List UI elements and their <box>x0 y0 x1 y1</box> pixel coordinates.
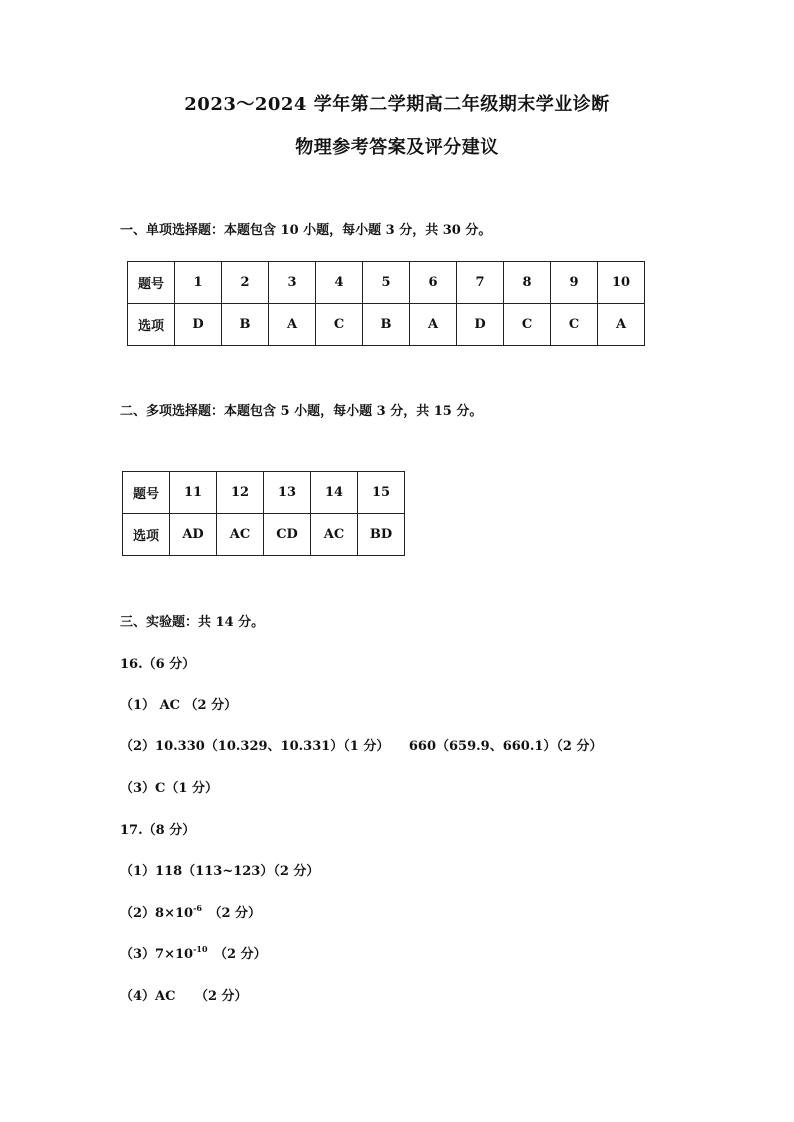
question-number: 13 <box>264 472 311 514</box>
question-number: 4 <box>316 262 363 304</box>
q17-title: 17.（8 分） <box>120 823 196 838</box>
q16-title: 16.（6 分） <box>120 657 196 672</box>
multiple-choice-answer-table <box>122 471 405 556</box>
row-label-answer: 选项 <box>123 514 170 556</box>
table-row-answers <box>128 304 645 346</box>
single-choice-answer-table <box>127 261 645 346</box>
q17-part1: （1）118（113~123）（2 分） <box>120 864 320 879</box>
table-row-numbers <box>123 472 405 514</box>
q17-part3-exponent: -10 <box>193 944 208 954</box>
answer-cell: AC <box>311 514 358 556</box>
answer-cell: C <box>551 304 598 346</box>
row-label-answer: 选项 <box>128 304 175 346</box>
answer-cell: A <box>410 304 457 346</box>
answer-cell: D <box>457 304 504 346</box>
question-number: 3 <box>269 262 316 304</box>
question-number: 9 <box>551 262 598 304</box>
question-number: 10 <box>598 262 645 304</box>
answer-cell: B <box>222 304 269 346</box>
question-number: 8 <box>504 262 551 304</box>
table-row-answers <box>123 514 405 556</box>
q17-part3-base: （3）7×10 <box>120 947 194 962</box>
section3-heading: 三、实验题：共 14 分。 <box>120 615 265 630</box>
q17-part3-score: （2 分） <box>207 947 267 962</box>
q16-part3: （3）C（1 分） <box>120 781 218 796</box>
question-number: 2 <box>222 262 269 304</box>
answer-cell: C <box>504 304 551 346</box>
answer-cell: BD <box>358 514 405 556</box>
question-number: 6 <box>410 262 457 304</box>
answer-cell: B <box>363 304 410 346</box>
question-number: 1 <box>175 262 222 304</box>
question-number: 7 <box>457 262 504 304</box>
question-number: 15 <box>358 472 405 514</box>
answer-cell: D <box>175 304 222 346</box>
section2-heading: 二、多项选择题：本题包含 5 小题，每小题 3 分，共 15 分。 <box>120 404 483 419</box>
question-number: 12 <box>217 472 264 514</box>
answer-cell: AC <box>217 514 264 556</box>
q17-part2-score: （2 分） <box>201 906 262 921</box>
row-label-number: 题号 <box>123 472 170 514</box>
answer-cell: A <box>269 304 316 346</box>
section1-heading: 一、单项选择题：本题包含 10 小题，每小题 3 分，共 30 分。 <box>120 223 492 238</box>
q17-part2 <box>120 902 261 921</box>
table-row-numbers <box>128 262 645 304</box>
q17-part2-exponent: -6 <box>193 903 202 913</box>
answer-cell: A <box>598 304 645 346</box>
q17-part2-base: （2）8×10 <box>120 906 194 921</box>
document-title: 2023～2024 学年第二学期高二年级期末学业诊断 <box>184 94 610 115</box>
question-number: 14 <box>311 472 358 514</box>
q16-part1: （1） AC （2 分） <box>120 698 238 713</box>
q17-part3 <box>120 943 267 962</box>
row-label-number: 题号 <box>128 262 175 304</box>
q17-part4: （4）AC （2 分） <box>120 989 248 1004</box>
answer-cell: AD <box>170 514 217 556</box>
question-number: 11 <box>170 472 217 514</box>
answer-cell: CD <box>264 514 311 556</box>
document-subtitle: 物理参考答案及评分建议 <box>295 137 499 158</box>
q16-part2: （2）10.330（10.329、10.331）（1 分） 660（659.9、660.1）（2 分） <box>120 739 603 754</box>
question-number: 5 <box>363 262 410 304</box>
answer-cell: C <box>316 304 363 346</box>
